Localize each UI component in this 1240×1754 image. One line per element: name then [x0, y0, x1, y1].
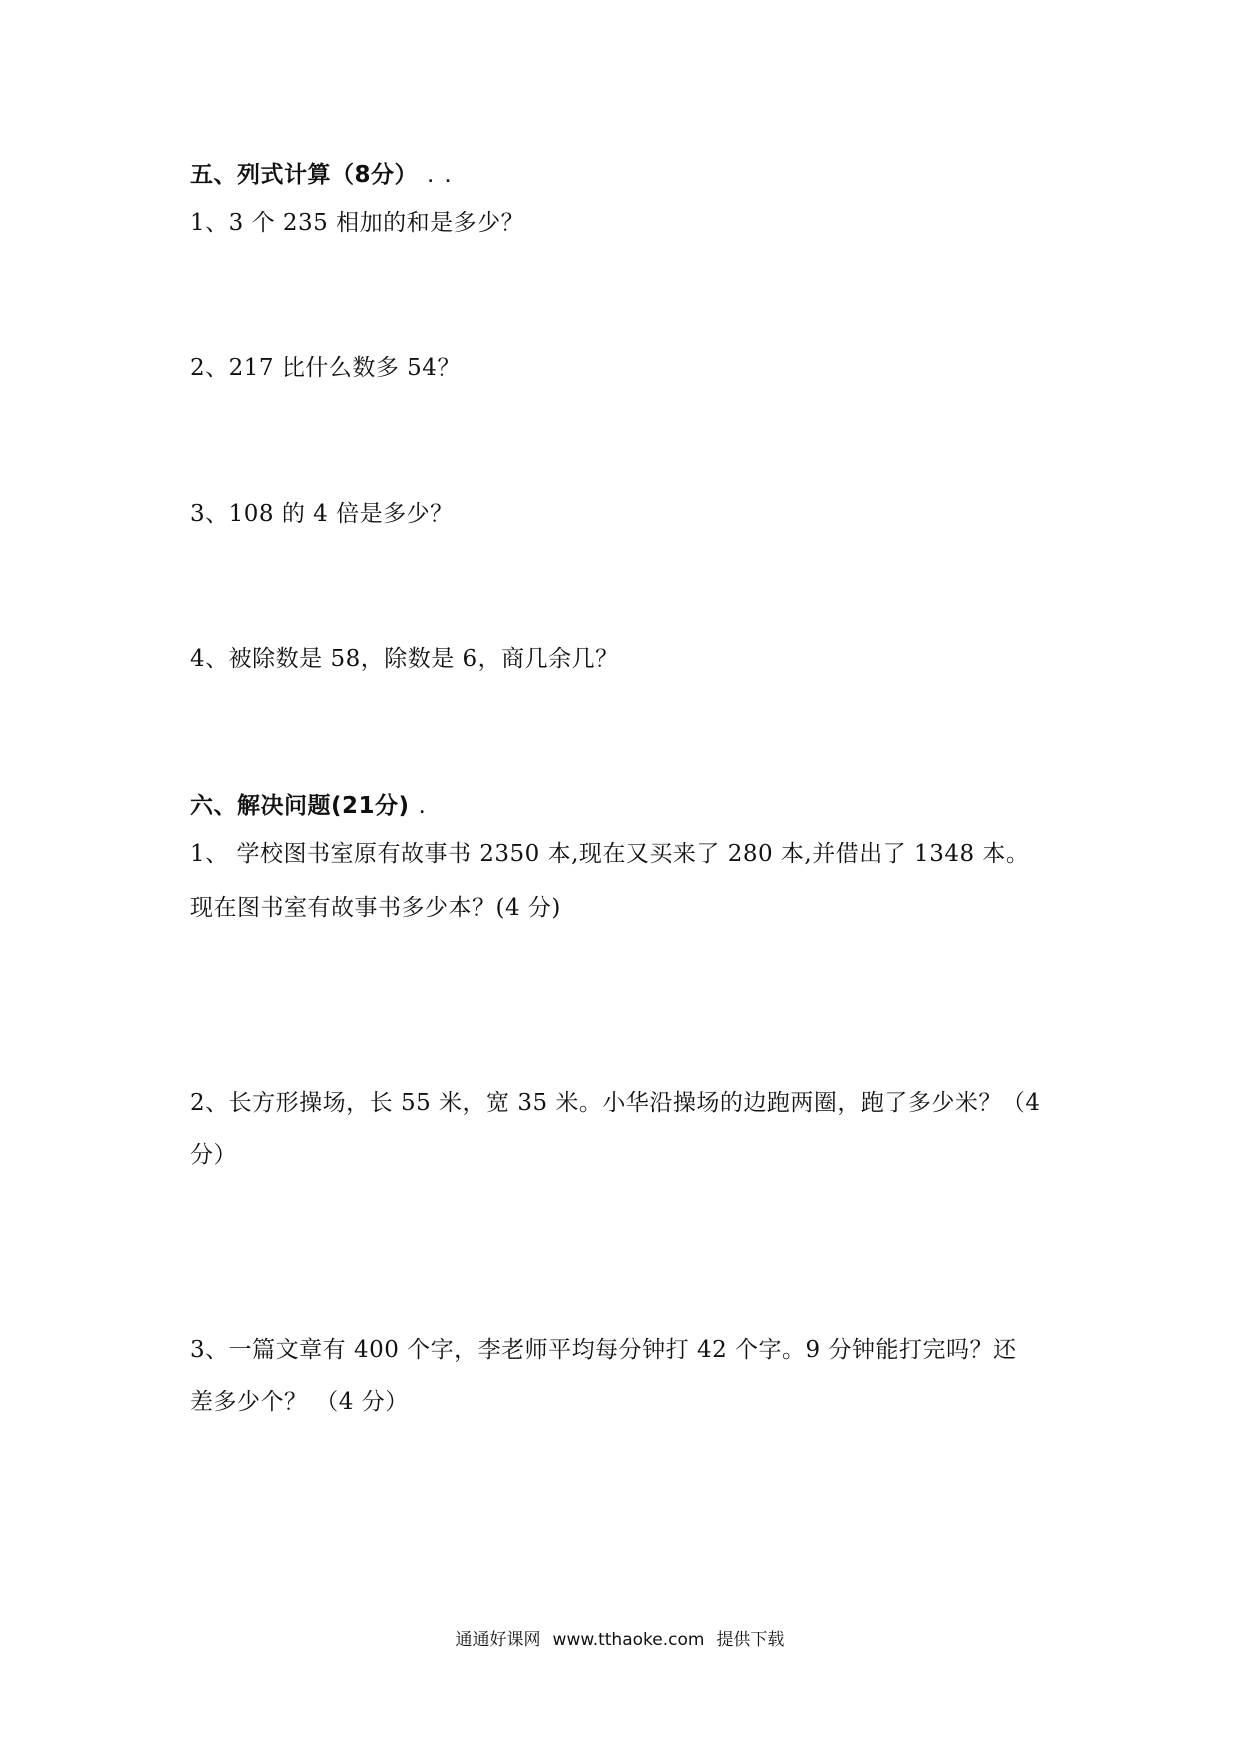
problem-2-line-1: 2、长方形操场，长 55 米，宽 35 米。小华沿操场的边跑两圈，跑了多少米？（4: [190, 1090, 1041, 1116]
question-3: 3、108 的 4 倍是多少？: [190, 501, 454, 527]
footer-url: www.tthaoke.com: [552, 1630, 705, 1650]
section-5-title: [190, 160, 463, 193]
problem-1-line-2: 现在图书室有故事书多少本？(4 分): [190, 895, 561, 921]
problem-3-line-1: 3、一篇文章有 400 个字，李老师平均每分钟打 42 个字。9 分钟能打完吗？还: [190, 1337, 1017, 1363]
section-6-title: [190, 791, 437, 824]
problem-3-line-2: 差多少个？ （4 分）: [190, 1389, 409, 1415]
section-5-title-text: 五、列式计算（8分）: [190, 162, 419, 188]
section-6-title-text: 六、解决问题(21分): [190, 793, 410, 819]
footer-site-name: 通通好课网: [455, 1630, 541, 1650]
question-1: 1、3 个 235 相加的和是多少？: [190, 210, 525, 236]
question-4: 4、被除数是 58，除数是 6，商几余几？: [190, 646, 619, 672]
question-2: 2、217 比什么数多 54？: [190, 355, 461, 381]
problem-1-line-1: 1、 学校图书室原有故事书 2350 本,现在又买来了 280 本,并借出了 1348 本。: [190, 841, 1030, 867]
problem-2-line-2: 分）: [190, 1142, 237, 1168]
footer-note: 提供下载: [716, 1630, 785, 1650]
section-5-title-dots: ..: [428, 170, 463, 186]
page-footer: [0, 1628, 1240, 1652]
section-6-title-dots: .: [419, 801, 437, 817]
